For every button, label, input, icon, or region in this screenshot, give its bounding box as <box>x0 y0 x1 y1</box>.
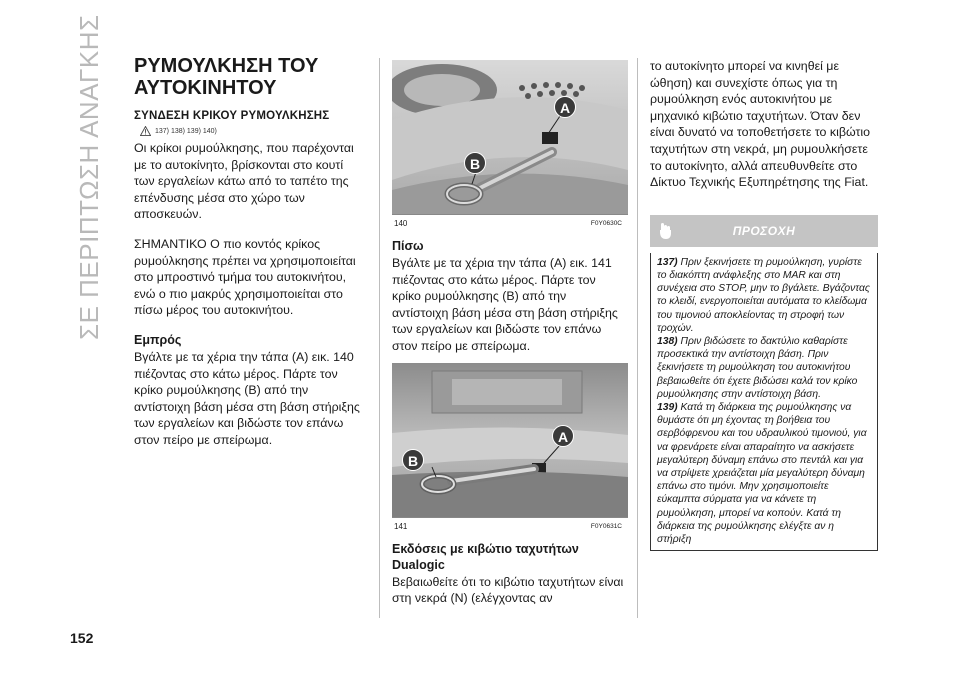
page-heading: ΡΥΜΟΥΛΚΗΣΗ ΤΟΥ ΑΥΤΟΚΙΝΗΤΟΥ <box>134 55 319 99</box>
warning-banner <box>650 215 878 247</box>
column-1 <box>134 55 366 449</box>
front-bumper-illustration <box>392 60 628 214</box>
warning-box <box>650 253 878 551</box>
warning-item <box>657 401 871 546</box>
column-divider <box>637 58 638 618</box>
warning-item <box>657 335 871 401</box>
column-3 <box>650 58 882 551</box>
rear-heading: Πίσω <box>392 239 424 253</box>
callout-a: A <box>554 96 576 118</box>
column-2 <box>392 60 624 607</box>
warning-text: Πριν βιδώσετε το δακτύλιο καθαρίστε προσεκτικά την αντίστοιχη βάση. Πριν ξεκινήσετε τη ρυμούλκηση του αυτοκινήτου βεβαιωθείτε ότι έχετε βιδώσει καλά τον κρίκο ρυμούλκησης στην αντίστοιχη βάση. <box>657 335 858 400</box>
paragraph: Βεβαιωθείτε ότι το κιβώτιο ταχυτήτων είναι στη νεκρά (N) (ελέγχοντας αν <box>392 574 624 606</box>
warning-triangle-icon <box>140 126 151 136</box>
rear-bumper-illustration <box>392 363 628 517</box>
figure-number: 140 <box>394 219 408 228</box>
warning-number: 137) <box>657 256 678 268</box>
warning-number: 138) <box>657 335 678 347</box>
warning-text: Πριν ξεκινήσετε τη ρυμούλκηση, γυρίστε το διακόπτη ανάφλεξης στο MAR και στη συνέχεια στο STOP, μην το βγάλετε. Βγάζοντας το κλειδί, ενεργοποιείται αυτόματα το κλείδωμα του τιμονιού αποκλείοντας τη στροφή των τροχών. <box>657 256 870 334</box>
figure-141 <box>392 363 628 518</box>
callout-a: A <box>552 425 574 447</box>
reference-numbers: 137) 138) 139) 140) <box>155 127 217 135</box>
warning-label: ΠΡΟΣΟΧΗ <box>732 223 796 238</box>
front-heading: Εμπρός <box>134 332 182 347</box>
figure-140 <box>392 60 628 215</box>
subheading: ΣΥΝΔΕΣΗ ΚΡΙΚΟΥ ΡΥΜΟΥΛΚΗΣΗΣ <box>134 110 330 122</box>
paragraph: Βγάλτε με τα χέρια την τάπα (A) εικ. 141 πιέζοντας στο κάτω μέρος. Πάρτε τον κρίκο ρυμούλκησης (B) από την αντίστοιχη βάση μέσα στη βάση στήριξης των εργαλείων και βιδώστε τον επάνω στον πείρο με σπείρωμα. <box>392 256 618 353</box>
figure-code: F0Y0630C <box>590 220 622 227</box>
callout-b: B <box>402 449 424 471</box>
paragraph: Βγάλτε με τα χέρια την τάπα (A) εικ. 140 πιέζοντας στο κάτω μέρος. Πάρτε τον κρίκο ρυμούλκησης (B) από την αντίστοιχη βάση μέσα στη βάση στήριξης των εργαλείων και βιδώστε τον επάνω στον πείρο με σπείρωμα. <box>134 349 360 447</box>
callout-b: B <box>464 152 486 174</box>
figure-caption <box>394 522 622 531</box>
figure-caption <box>394 219 622 228</box>
warning-item <box>657 256 871 335</box>
page-number: 152 <box>70 630 94 646</box>
figure-number: 141 <box>394 521 408 531</box>
section-title: ΣΕ ΠΕΡΙΠΤΩΣΗ ΑΝΑΓΚΗΣ <box>74 14 104 340</box>
important-paragraph: ΣΗΜΑΝΤΙΚΟ Ο πιο κοντός κρίκος ρυμούλκησης πρέπει να χρησιμοποιείται στο μπροστινό τμήμα του αυτοκινήτου, ενώ ο πιο μακρύς χρησιμοποιείται στο πίσω μέρος του αυτοκινήτου. <box>134 236 356 318</box>
warning-number: 139) <box>657 401 678 413</box>
dualogic-heading: Εκδόσεις με κιβώτιο ταχυτήτων Dualogic <box>392 541 579 572</box>
column-divider <box>379 58 380 618</box>
figure-code: F0Y0631C <box>590 522 622 530</box>
paragraph: το αυτοκίνητο μπορεί να κινηθεί με ώθηση) και συνεχίστε όπως για τη ρυμούλκηση ενός αυτοκινήτου με μηχανικό κιβώτιο ταχυτήτων. Όταν δεν είναι δυνατό να τοποθετήσετε το κιβώτιο ταχυτήτων στη νεκρά, μη ρυμουλκήσετε το αυτοκίνητο, αλλά απευθυνθείτε στο Δίκτυο Τεχνικής Εξυπηρέτησης της Fiat. <box>650 59 870 190</box>
warning-references <box>140 126 366 136</box>
warning-text: Κατά τη διάρκεια της ρυμούλκησης να θυμάστε ότι μη έχοντας τη βοήθεια του σερβόφρενου και του υδραυλικού τιμονιού, για να φρενάρετε είναι απαραίτητο να ασκήσετε μεγαλύτερη δύναμη επάνω στο πεντάλ και για να στρίψετε χρειάζεται μία μεγαλύτερη δύναμη επάνω στο τιμόνι. Μην χρησιμοποιείτε εύκαμπτα σύρματα για να κάνετε τη ρυμούλκηση, μπορεί να κοπούν. Κατά τη διάρκεια της ρυμούλκησης ελέγξτε αν η στήριξη <box>657 401 867 546</box>
paragraph: Οι κρίκοι ρυμούλκησης, που παρέχονται με το αυτοκίνητο, βρίσκονται στο κουτί των εργαλείων κάτω από το ταπέτο της επένδυσης μέσα στο χώρο των αποσκευών. <box>134 141 354 222</box>
